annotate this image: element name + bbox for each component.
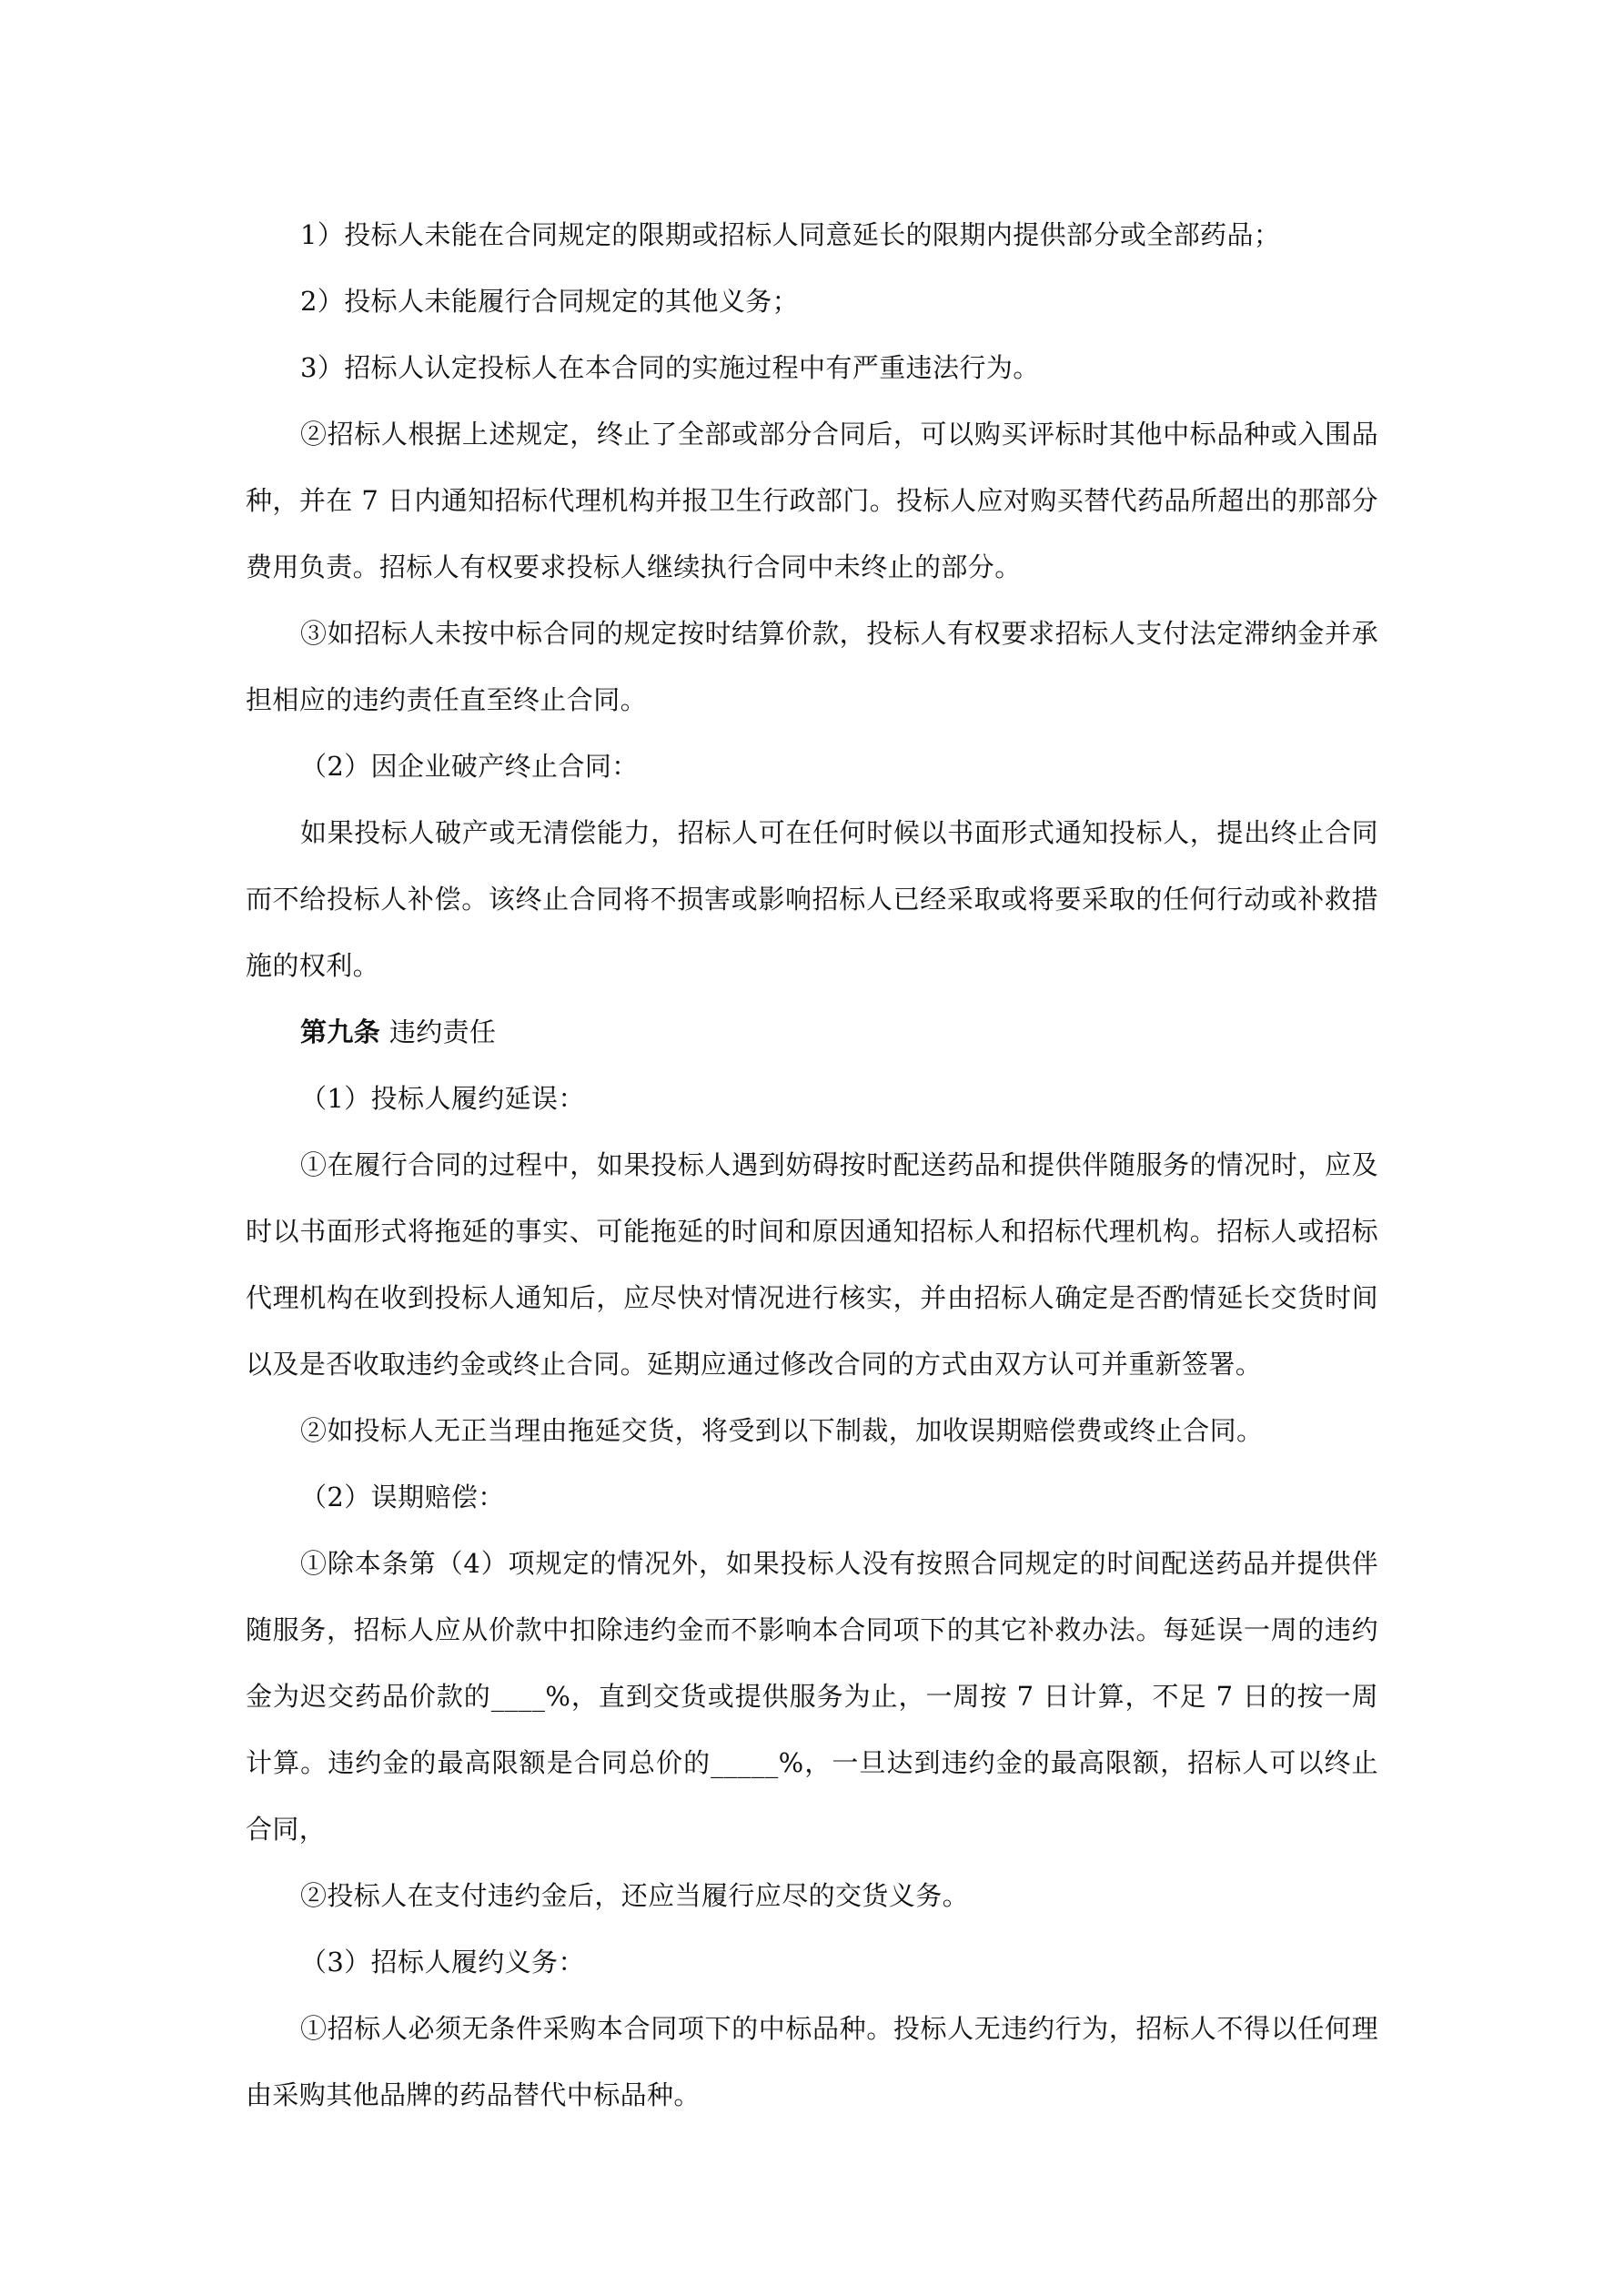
paragraph: 如果投标人破产或无清偿能力，招标人可在任何时候以书面形式通知投标人，提出终止合同而不给投标人补偿。该终止合同将不损害或影响招标人已经采取或将要采取的任何行动或补救措施的权利。	[246, 817, 1378, 981]
paragraph: （3）招标人履约义务：	[300, 1947, 585, 1977]
paragraph: ②投标人在支付违约金后，还应当履行应尽的交货义务。	[300, 1880, 970, 1911]
paragraph: ①除本条第（4）项规定的情况外，如果投标人没有按照合同规定的时间配送药品并提供伴随服务，招标人应从价款中扣除违约金而不影响本合同项下的其它补救办法。每延误一周的违约金为迟交药品价款的____%，直到交货或提供服务为止，一周按 7 日计算，不足 7 日的按一周计算。违约金的最高限额是合同总价的_____%，一旦达到违约金的最高限额，招标人可以终止合同，	[246, 1548, 1378, 1845]
document-body	[246, 202, 1378, 2129]
paragraph: ①招标人必须无条件采购本合同项下的中标品种。投标人无违约行为，招标人不得以任何理由采购其他品牌的药品替代中标品种。	[246, 2013, 1378, 2110]
paragraph: ③如招标人未按中标合同的规定按时结算价款，投标人有权要求招标人支付法定滞纳金并承担相应的违约责任直至终止合同。	[246, 618, 1378, 715]
article-label: 第九条	[300, 1017, 381, 1047]
article-title: 违约责任	[388, 1017, 497, 1047]
paragraph: ①在履行合同的过程中，如果投标人遇到妨碍按时配送药品和提供伴随服务的情况时，应及时以书面形式将拖延的事实、可能拖延的时间和原因通知招标人和招标代理机构。招标人或招标代理机构在收到投标人通知后，应尽快对情况进行核实，并由招标人确定是否酌情延长交货时间以及是否收取违约金或终止合同。延期应通过修改合同的方式由双方认可并重新签署。	[246, 1149, 1378, 1380]
article-heading	[246, 999, 1378, 1066]
paragraph: 3）招标人认定投标人在本合同的实施过程中有严重违法行为。	[300, 352, 1040, 383]
paragraph: ②如投标人无正当理由拖延交货，将受到以下制裁，加收误期赔偿费或终止合同。	[300, 1415, 1264, 1446]
paragraph: ②招标人根据上述规定，终止了全部或部分合同后，可以购买评标时其他中标品种或入围品种，并在 7 日内通知招标代理机构并报卫生行政部门。投标人应对购买替代药品所超出的那部分费用负责。招标人有权要求投标人继续执行合同中未终止的部分。	[246, 419, 1378, 582]
paragraph: （1）投标人履约延误：	[300, 1083, 585, 1114]
paragraph: （2）因企业破产终止合同：	[300, 751, 639, 782]
paragraph: 1）投标人未能在合同规定的限期或招标人同意延长的限期内提供部分或全部药品；	[300, 219, 1281, 250]
paragraph: 2）投标人未能履行合同规定的其他义务；	[300, 286, 800, 317]
paragraph: （2）误期赔偿：	[300, 1482, 505, 1512]
